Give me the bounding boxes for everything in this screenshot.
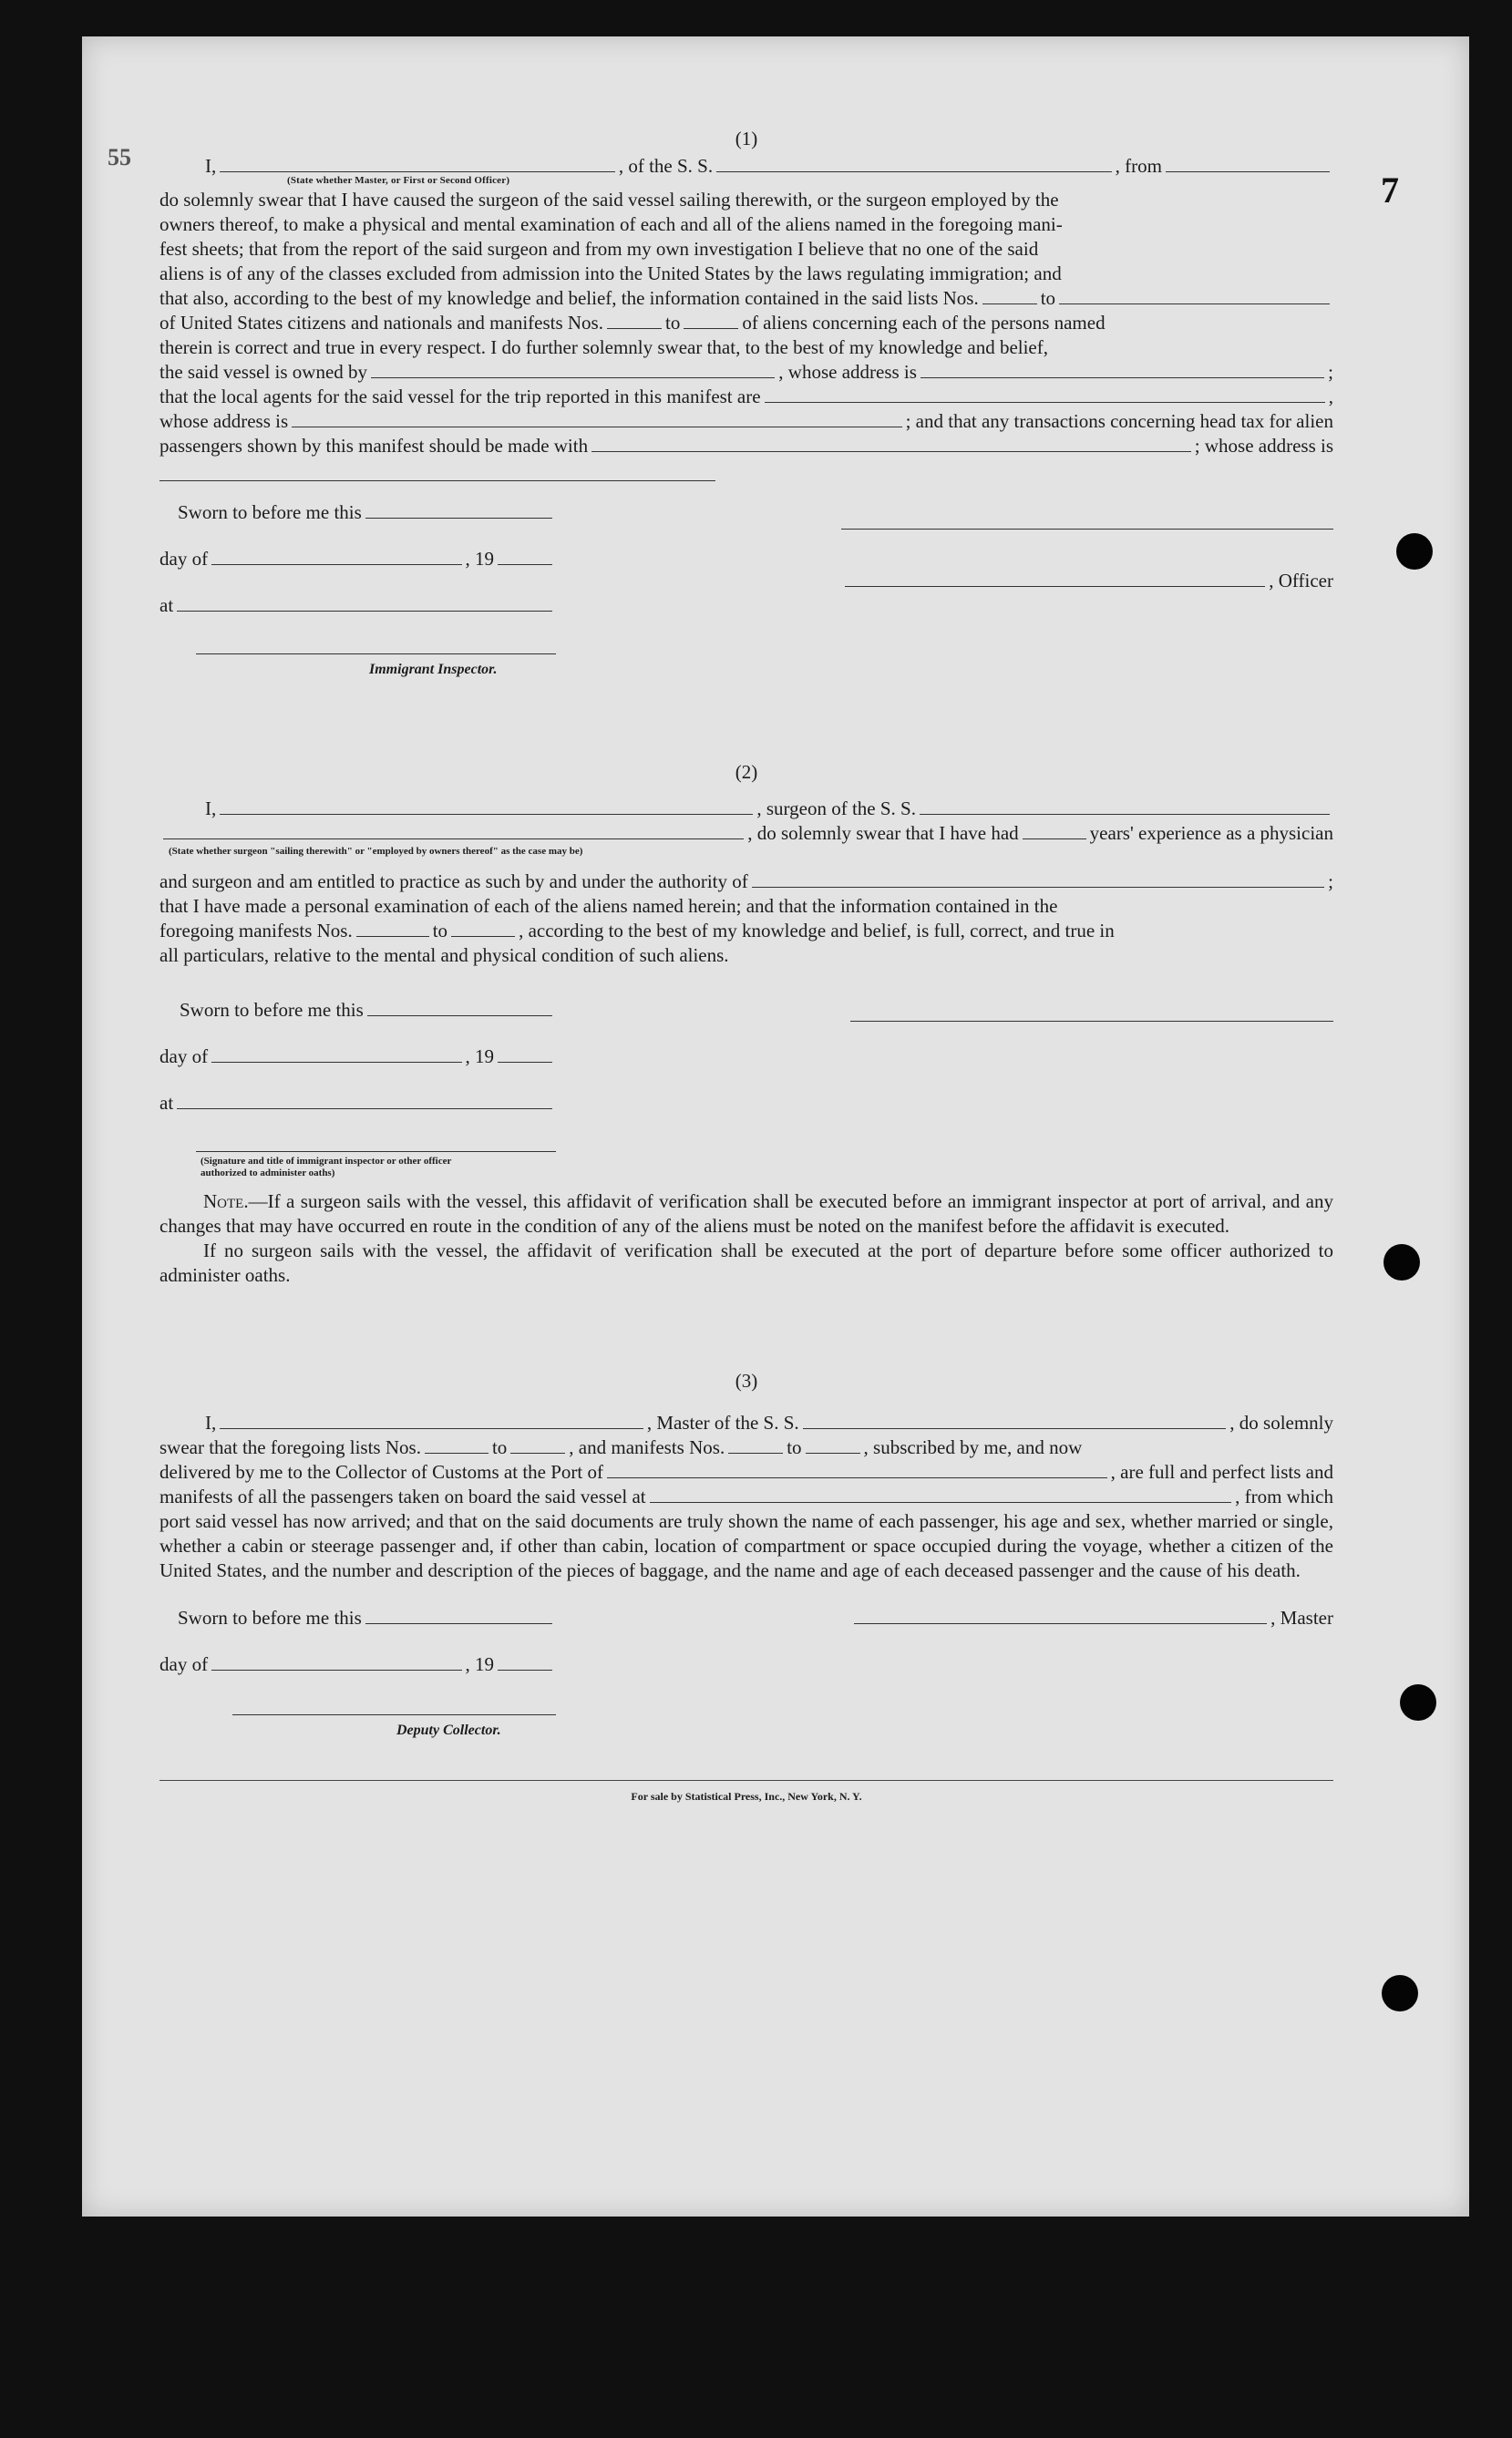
label: to: [664, 312, 681, 334]
list-from-field[interactable]: [982, 287, 1037, 304]
label: , do solemnly: [1229, 1412, 1334, 1434]
note-text: —If a surgeon sails with the vessel, this affidavit of verification shall be executed before an immigrant inspector at port of arrival, and any changes that may have occurred en route in the condition of any of the aliens must be noted on the manifest before the affidavit is executed.: [159, 1190, 1333, 1237]
label: whose address is: [159, 410, 289, 432]
owner-address-field[interactable]: [921, 361, 1324, 378]
text-line: aliens is of any of the classes excluded from admission into the United States by the laws regulating immigration; and: [159, 262, 1062, 284]
note-label: Note.: [203, 1190, 249, 1212]
oath-paragraph: [159, 943, 1333, 968]
affidavit-content: [159, 128, 1333, 1804]
label: , 19: [465, 548, 494, 570]
manifest-from-field[interactable]: [728, 1436, 783, 1454]
oath-paragraph: [159, 188, 1333, 286]
label: that also, according to the best of my knowledge and belief, the information contained in the said lists Nos.: [159, 287, 979, 309]
form-line: [841, 570, 1333, 592]
form-line: [159, 501, 556, 524]
section-number: (2): [735, 761, 758, 783]
year-field[interactable]: [498, 548, 552, 565]
label: to: [1040, 287, 1056, 309]
label: manifests of all the passengers taken on board the said vessel at: [159, 1486, 646, 1507]
master-field[interactable]: [220, 155, 615, 172]
label: , of the S. S.: [618, 155, 714, 177]
label: I,: [205, 155, 217, 177]
list-to-field[interactable]: [1059, 287, 1330, 304]
form-line: [159, 385, 1333, 409]
sworn-day-field[interactable]: [365, 501, 552, 519]
label: , subscribed by me, and now: [863, 1436, 1083, 1458]
label: , whose address is: [778, 361, 917, 383]
text-line: all particulars, relative to the mental and physical condition of such aliens.: [159, 944, 729, 966]
label: , Master of the S. S.: [646, 1412, 799, 1434]
form-line: [159, 548, 556, 571]
signature-block: [159, 501, 1333, 715]
signature-block: [159, 1607, 1333, 1753]
label: , according to the best of my knowledge and belief, is full, correct, and true in: [519, 920, 1115, 941]
sworn-left: [159, 999, 556, 1179]
form-line: [159, 409, 1333, 434]
label: Sworn to before me this: [180, 999, 364, 1021]
label: , and manifests Nos.: [569, 1436, 725, 1458]
label: ;: [1328, 870, 1333, 892]
label: of aliens concerning each of the persons named: [742, 312, 1106, 334]
label: to: [432, 920, 448, 941]
signature-caption: Deputy Collector.: [396, 1723, 501, 1738]
form-line: [159, 594, 556, 617]
page-number: 55: [108, 144, 131, 170]
note-paragraph: [159, 1189, 1333, 1239]
list-from-field[interactable]: [425, 1436, 489, 1454]
printer-credit: For sale by Statistical Press, Inc., New York, N. Y.: [631, 1790, 862, 1803]
form-line: [159, 1411, 1333, 1435]
form-line: [159, 360, 1333, 385]
label: passengers shown by this manifest should be made with: [159, 435, 589, 457]
signature-block: [159, 999, 1333, 1177]
surgeon-signature-line[interactable]: [850, 999, 1333, 1022]
manifest-from-field[interactable]: [607, 312, 662, 329]
text-line: that I have made a personal examination of each of the aliens named herein; and that the information contained in the: [159, 895, 1058, 917]
oath-paragraph: [159, 335, 1333, 360]
place-field[interactable]: [177, 1092, 552, 1109]
label: to: [787, 1436, 802, 1458]
section-number: (3): [735, 1370, 758, 1392]
surgeon-status-field[interactable]: [163, 822, 744, 839]
officer-signature-line[interactable]: [196, 1129, 556, 1152]
label: swear that the foregoing lists Nos.: [159, 1436, 421, 1458]
label: , surgeon of the S. S.: [756, 797, 916, 819]
form-line: [159, 1045, 556, 1068]
text-line: owners thereof, to make a physical and mental examination of each and all of the aliens named in the foregoing mani-: [159, 213, 1063, 235]
port-field[interactable]: [607, 1461, 1107, 1478]
label: I,: [205, 797, 217, 819]
label: Sworn to before me this: [178, 1607, 362, 1629]
month-field[interactable]: [211, 1653, 461, 1671]
form-line: [159, 1435, 1333, 1460]
label: day of: [159, 548, 209, 570]
ship-name-field[interactable]: [716, 155, 1112, 172]
label: ; and that any transactions concerning head tax for alien: [905, 410, 1333, 432]
manifest-to-field[interactable]: [684, 312, 738, 329]
field-caption: (State whether surgeon "sailing therewith" or "employed by owners thereof" as the case may be): [169, 846, 583, 857]
surgeon-name-field[interactable]: [220, 797, 753, 815]
label: , from: [1115, 155, 1162, 177]
label: at: [159, 594, 174, 616]
address-field[interactable]: [159, 458, 715, 481]
label: , are full and perfect lists and: [1110, 1461, 1333, 1483]
sworn-right: [850, 1607, 1333, 1653]
year-field[interactable]: [498, 1045, 552, 1063]
form-line: [159, 919, 1333, 943]
sworn-day-field[interactable]: [365, 1607, 552, 1624]
sworn-day-field[interactable]: [367, 999, 552, 1016]
punch-hole: [1383, 1244, 1420, 1281]
surgeon-ship-field[interactable]: [920, 797, 1330, 815]
form-line: [159, 434, 1333, 458]
label: ,: [1328, 386, 1333, 407]
form-line: [159, 797, 1333, 821]
head-tax-field[interactable]: [591, 435, 1191, 452]
form-line: [159, 1485, 1333, 1509]
boarding-port-field[interactable]: [650, 1486, 1232, 1503]
master-signature-field[interactable]: [854, 1607, 1267, 1624]
note-paragraph: If no surgeon sails with the vessel, the affidavit of verification shall be executed at the port of departure before some officer authorized to administer oaths.: [159, 1240, 1333, 1286]
officer-name-field[interactable]: [845, 570, 1265, 587]
field-caption: (State whether Master, or First or Second Officer): [287, 175, 510, 186]
label: , Master: [1270, 1607, 1333, 1629]
label: and surgeon and am entitled to practice as such by and under the authority of: [159, 870, 748, 892]
form-line: [159, 1092, 556, 1115]
label: ; whose address is: [1194, 435, 1333, 457]
label: , 19: [465, 1653, 494, 1675]
label: Sworn to before me this: [178, 501, 362, 523]
text-line: do solemnly swear that I have caused the surgeon of the said vessel sailing therewith, or the surgeon employed by the: [159, 189, 1059, 211]
label: , 19: [465, 1045, 494, 1067]
label: I,: [205, 1412, 217, 1434]
agents-address-field[interactable]: [292, 410, 901, 427]
label: of United States citizens and nationals and manifests Nos.: [159, 312, 603, 334]
label: years' experience as a physician: [1089, 822, 1333, 844]
oath-paragraph: [159, 894, 1333, 919]
inspector-signature-line[interactable]: [196, 632, 556, 654]
signature-caption: (Signature and title of immigrant inspector or other officer authorized to administer oaths): [201, 1156, 452, 1178]
form-line: [159, 1607, 556, 1630]
month-field[interactable]: [211, 548, 461, 565]
place-field[interactable]: [177, 594, 552, 612]
signature-caption: Immigrant Inspector.: [369, 662, 498, 677]
divider: [159, 1780, 1333, 1781]
oath-paragraph: port said vessel has now arrived; and that on the said documents are truly shown the name of each passenger, his age and sex, whether married or single, whether a cabin or steerage passenger and, if other than cabin, location of compartment or space occupied during the voyage, whether a citizen of the United States, and the number and description of the pieces of baggage, and the name and age of each deceased passenger and the cause of his death.: [159, 1510, 1333, 1581]
form-line: [159, 869, 1333, 894]
form-line: [159, 286, 1333, 311]
punch-hole: [1382, 1975, 1418, 2011]
label: day of: [159, 1045, 209, 1067]
agents-field[interactable]: [765, 386, 1325, 403]
form-line: [850, 1607, 1333, 1630]
sworn-right: [841, 501, 1333, 616]
form-line: [159, 1460, 1333, 1485]
years-field[interactable]: [1023, 822, 1086, 839]
from-port-field[interactable]: [1166, 155, 1330, 172]
sworn-right: [850, 999, 1333, 1022]
form-line: [159, 311, 1333, 335]
authority-field[interactable]: [752, 870, 1324, 888]
label: that the local agents for the said vessel for the trip reported in this manifest are: [159, 386, 761, 407]
manifest-from-field[interactable]: [356, 920, 429, 937]
manifest-to-field[interactable]: [806, 1436, 860, 1454]
form-line: [159, 821, 1333, 846]
officer-signature-line[interactable]: [841, 507, 1333, 530]
section-number: (1): [735, 128, 758, 149]
label: at: [159, 1092, 174, 1114]
label: to: [491, 1436, 508, 1458]
label: , from which: [1235, 1486, 1333, 1507]
label: the said vessel is owned by: [159, 361, 368, 383]
master-name-field[interactable]: [220, 1412, 643, 1429]
punch-hole: [1396, 533, 1433, 570]
corner-mark: 7: [1381, 170, 1399, 211]
owner-field[interactable]: [371, 361, 775, 378]
label: , Officer: [1269, 570, 1333, 591]
label: , do solemnly swear that I have had: [747, 822, 1019, 844]
punch-hole: [1400, 1684, 1436, 1721]
month-field[interactable]: [211, 1045, 461, 1063]
label: foregoing manifests Nos.: [159, 920, 353, 941]
label: delivered by me to the Collector of Customs at the Port of: [159, 1461, 603, 1483]
text-line: fest sheets; that from the report of the said surgeon and from my own investigation I believe that no one of the said: [159, 238, 1039, 260]
deputy-signature-line[interactable]: [232, 1692, 556, 1715]
form-line: [159, 1653, 556, 1676]
sworn-left: [159, 501, 556, 678]
list-to-field[interactable]: [510, 1436, 565, 1454]
form-line: [159, 999, 556, 1022]
text-line: therein is correct and true in every respect. I do further solemnly swear that, to the best of my knowledge and belief,: [159, 336, 1048, 358]
label: ;: [1328, 361, 1334, 383]
year-field[interactable]: [498, 1653, 552, 1671]
ship-name-field[interactable]: [803, 1412, 1227, 1429]
sworn-left: [159, 1607, 556, 1739]
manifest-to-field[interactable]: [451, 920, 515, 937]
label: day of: [159, 1653, 209, 1675]
